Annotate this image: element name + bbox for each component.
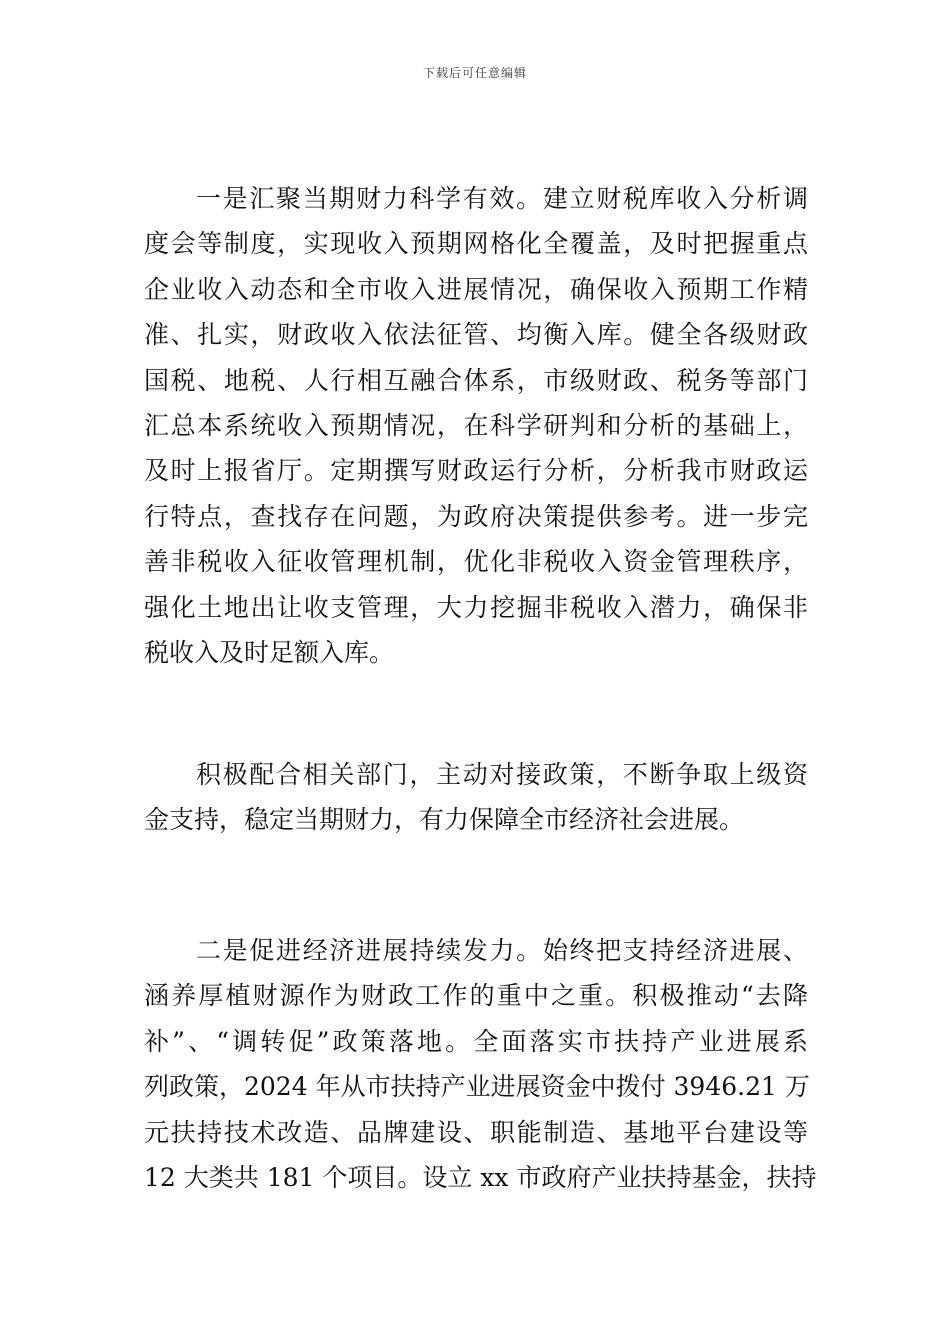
text-line: 一是汇聚当期财力科学有效。建立财税库收入分析调 (196, 184, 808, 213)
text-line: 二是促进经济进展持续发力。始终把支持经济进展、 (196, 936, 808, 965)
text-line: 行特点，查找存在问题，为政府决策提供参考。进一步完 (144, 501, 808, 531)
text-line: 补”、“调转促”政策落地。全面落实市扶持产业进展系 (144, 1026, 808, 1056)
text-line: 国税、地税、人行相互融合体系，市级财政、税务等部门 (144, 365, 808, 395)
text-line: 企业收入动态和全市收入进展情况，确保收入预期工作精 (144, 274, 808, 304)
text-line: 汇总本系统收入预期情况，在科学研判和分析的基础上， (144, 411, 808, 441)
text-line: 善非税收入征收管理机制，优化非税收入资金管理秩序， (144, 547, 808, 577)
text-line: 涵养厚植财源作为财政工作的重中之重。积极推动“去降 (144, 981, 808, 1011)
text-line: 金支持，稳定当期财力，有力保障全市经济社会进展。 (144, 805, 745, 835)
text-line: 准、扎实，财政收入依法征管、均衡入库。健全各级财政 (144, 320, 808, 350)
text-line: 税收入及时足额入库。 (144, 638, 395, 668)
text-line: 列政策，2024 年从市扶持产业进展资金中拨付 3946.21 万 (144, 1072, 810, 1102)
paragraph-2 (144, 752, 808, 843)
paragraph-1 (144, 176, 808, 675)
paragraph-3 (144, 928, 817, 1200)
text-line: 积极配合相关部门，主动对接政策，不断争取上级资 (196, 760, 808, 789)
page-header: 下载后可任意编辑 (422, 66, 527, 80)
text-line: 强化土地出让收支管理，大力挖掘非税收入潜力，确保非 (144, 592, 808, 622)
text-line: 及时上报省厅。定期撰写财政运行分析，分析我市财政运 (144, 456, 808, 486)
text-line: 度会等制度，实现收入预期网格化全覆盖，及时把握重点 (144, 229, 808, 259)
text-line: 12 大类共 181 个项目。设立 xx 市政府产业扶持基金，扶持 (144, 1163, 817, 1193)
text-line: 元扶持技术改造、品牌建设、职能制造、基地平台建设等 (144, 1117, 808, 1147)
